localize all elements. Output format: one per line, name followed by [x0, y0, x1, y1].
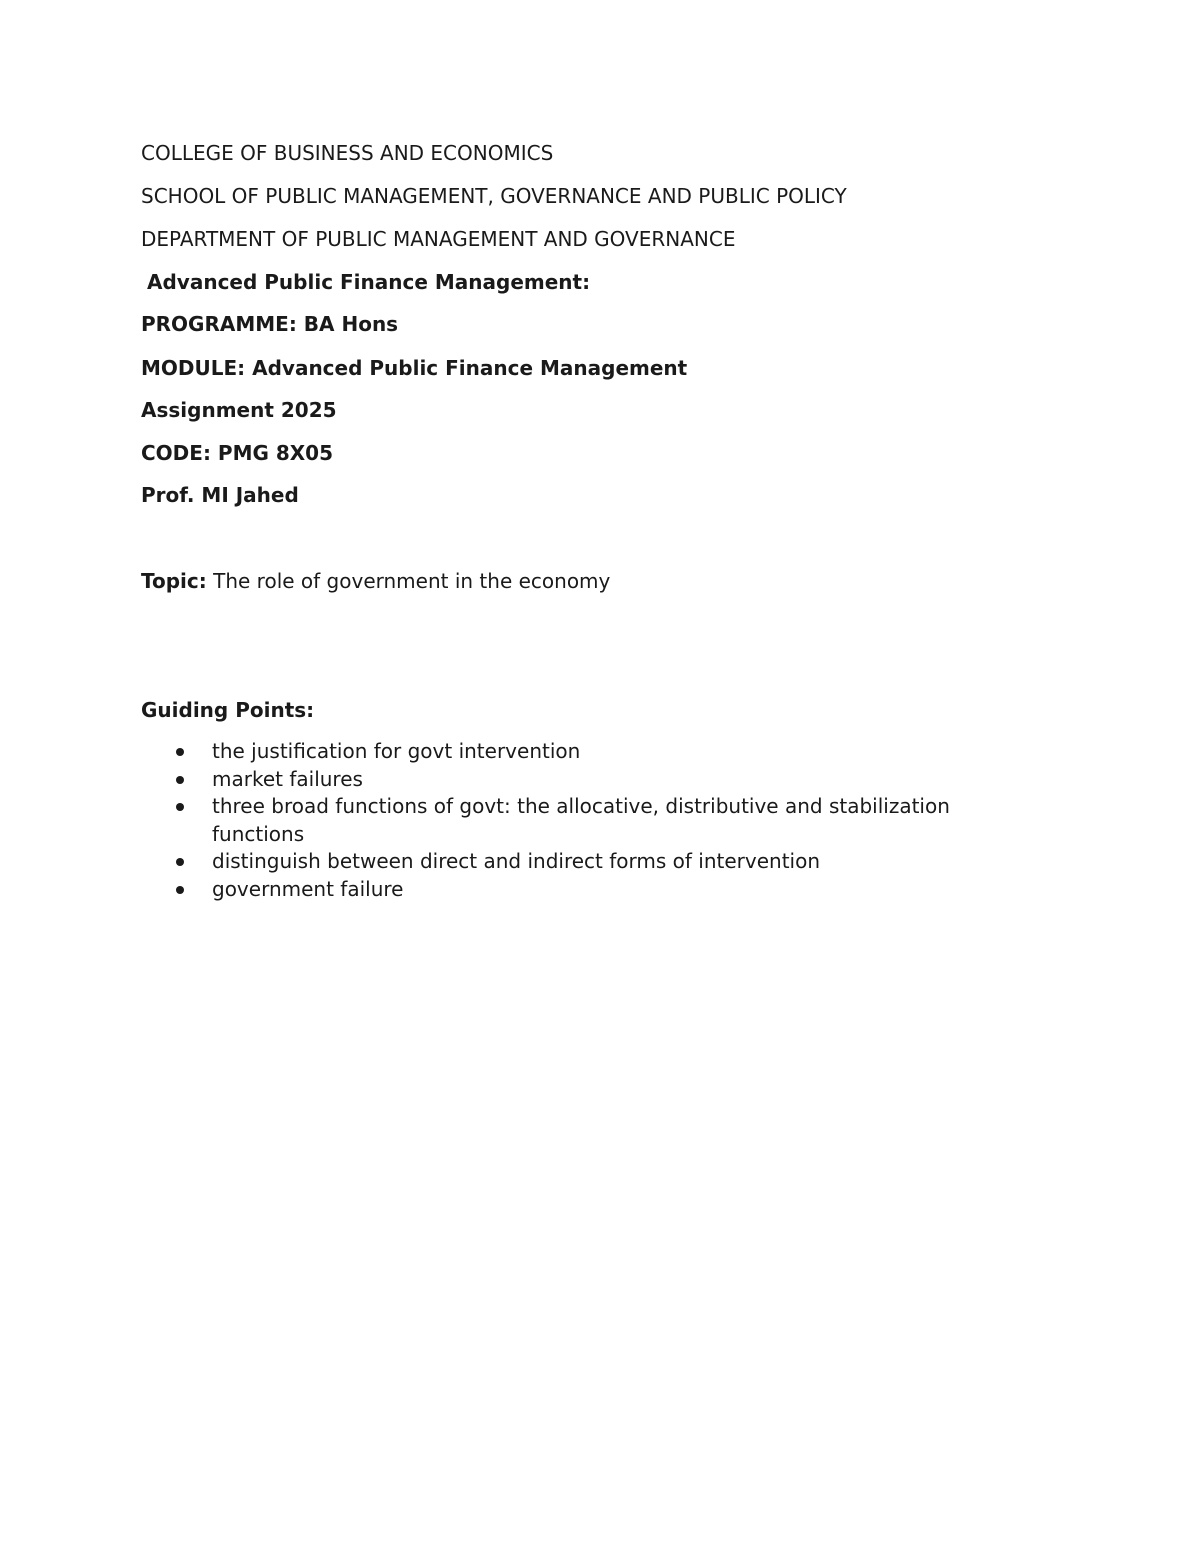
list-item: government failure [141, 876, 1041, 904]
topic [141, 568, 610, 594]
list-item: distinguish between direct and indirect forms of intervention [141, 848, 1041, 876]
topic-label: Topic: [141, 569, 207, 593]
topic-text: The role of government in the economy [213, 569, 611, 593]
department-name: DEPARTMENT OF PUBLIC MANAGEMENT AND GOVERNANCE [141, 227, 736, 251]
list-item: market failures [141, 766, 1041, 794]
module: MODULE: Advanced Public Finance Management [141, 356, 688, 380]
programme: PROGRAMME: BA Hons [141, 312, 399, 336]
bullet-icon [176, 776, 184, 784]
course-code: CODE: PMG 8X05 [141, 441, 334, 465]
bullet-icon [176, 748, 184, 756]
guiding-points-heading: Guiding Points: [141, 698, 315, 722]
assignment-year: Assignment 2025 [141, 398, 337, 422]
course-title: Advanced Public Finance Management: [147, 270, 591, 294]
lecturer: Prof. MI Jahed [141, 483, 299, 507]
bullet-icon [176, 858, 184, 866]
guiding-points-list [141, 738, 1041, 903]
bullet-icon [176, 886, 184, 894]
school-name: SCHOOL OF PUBLIC MANAGEMENT, GOVERNANCE AND PUBLIC POLICY [141, 184, 847, 208]
list-item: three broad functions of govt: the allocative, distributive and stabilization functions [141, 793, 1041, 848]
bullet-icon [176, 803, 184, 811]
list-item: the justification for govt intervention [141, 738, 1041, 766]
college-name: COLLEGE OF BUSINESS AND ECONOMICS [141, 141, 554, 165]
